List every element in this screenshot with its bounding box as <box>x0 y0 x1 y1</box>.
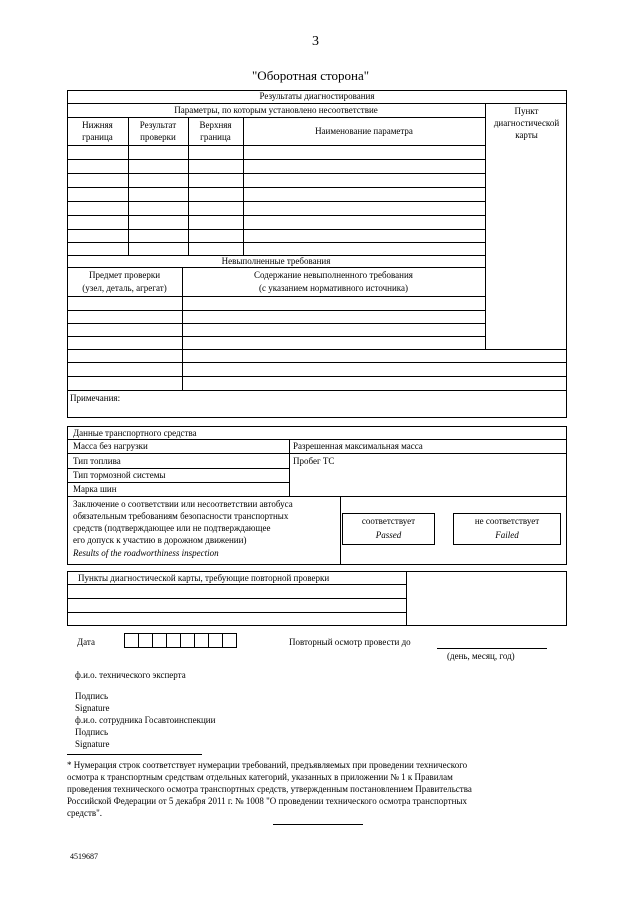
brake-type: Тип тормозной системы <box>73 470 166 480</box>
expert-name-label: ф.и.о. технического эксперта <box>75 670 186 680</box>
content-col: Содержание невыполненного требования <box>254 270 413 280</box>
results-header: Результаты диагностирования <box>259 91 375 101</box>
mass-max: Разрешенная максимальная масса <box>293 441 423 451</box>
reinspect-date-line[interactable] <box>437 648 547 649</box>
vehicle-header: Данные транспортного средства <box>73 428 197 438</box>
page-number: 3 <box>312 34 319 49</box>
conclusion-en: Results of the roadworthiness inspection <box>73 548 219 558</box>
mass-empty: Масса без нагрузки <box>73 441 148 451</box>
params-header: Параметры, по которым установлено несоответствие <box>174 105 378 115</box>
document-number: 4519687 <box>70 852 98 861</box>
notes-label: Примечания: <box>70 393 121 403</box>
officer-name-label: ф.и.о. сотрудника Госавтоинспекции <box>75 715 216 725</box>
footnote: * Нумерация строк соответствует нумерации требований, предъявляемых при проведении технического <box>67 760 468 770</box>
subject-col: Предмет проверки <box>88 270 161 280</box>
date-field[interactable] <box>125 633 237 648</box>
col-lower: Нижняя <box>82 120 113 130</box>
page-title: "Оборотная сторона" <box>252 68 370 83</box>
recheck-header: Пункты диагностической карты, требующие повторной проверки <box>78 573 330 583</box>
conclusion-text: Заключение о соответствии или несоответствии автобуса <box>73 499 293 509</box>
col-result: Результат <box>139 120 177 130</box>
unmet-header: Невыполненные требования <box>221 256 331 266</box>
footnote-rule <box>67 754 202 755</box>
expert-sign-label: Подпись <box>75 691 109 701</box>
point-header: Пункт <box>514 106 539 116</box>
col-upper: Верхняя <box>199 120 232 130</box>
reinspect-label: Повторный осмотр провести до <box>289 637 411 647</box>
end-rule <box>273 824 363 825</box>
mileage: Пробег ТС <box>293 456 335 466</box>
reinspect-hint: (день, месяц, год) <box>447 651 515 661</box>
fuel-type: Тип топлива <box>73 456 121 466</box>
date-label: Дата <box>77 637 95 647</box>
officer-sign-label: Подпись <box>75 727 109 737</box>
tyre-brand: Марка шин <box>73 484 117 494</box>
col-name: Наименование параметра <box>315 126 413 136</box>
